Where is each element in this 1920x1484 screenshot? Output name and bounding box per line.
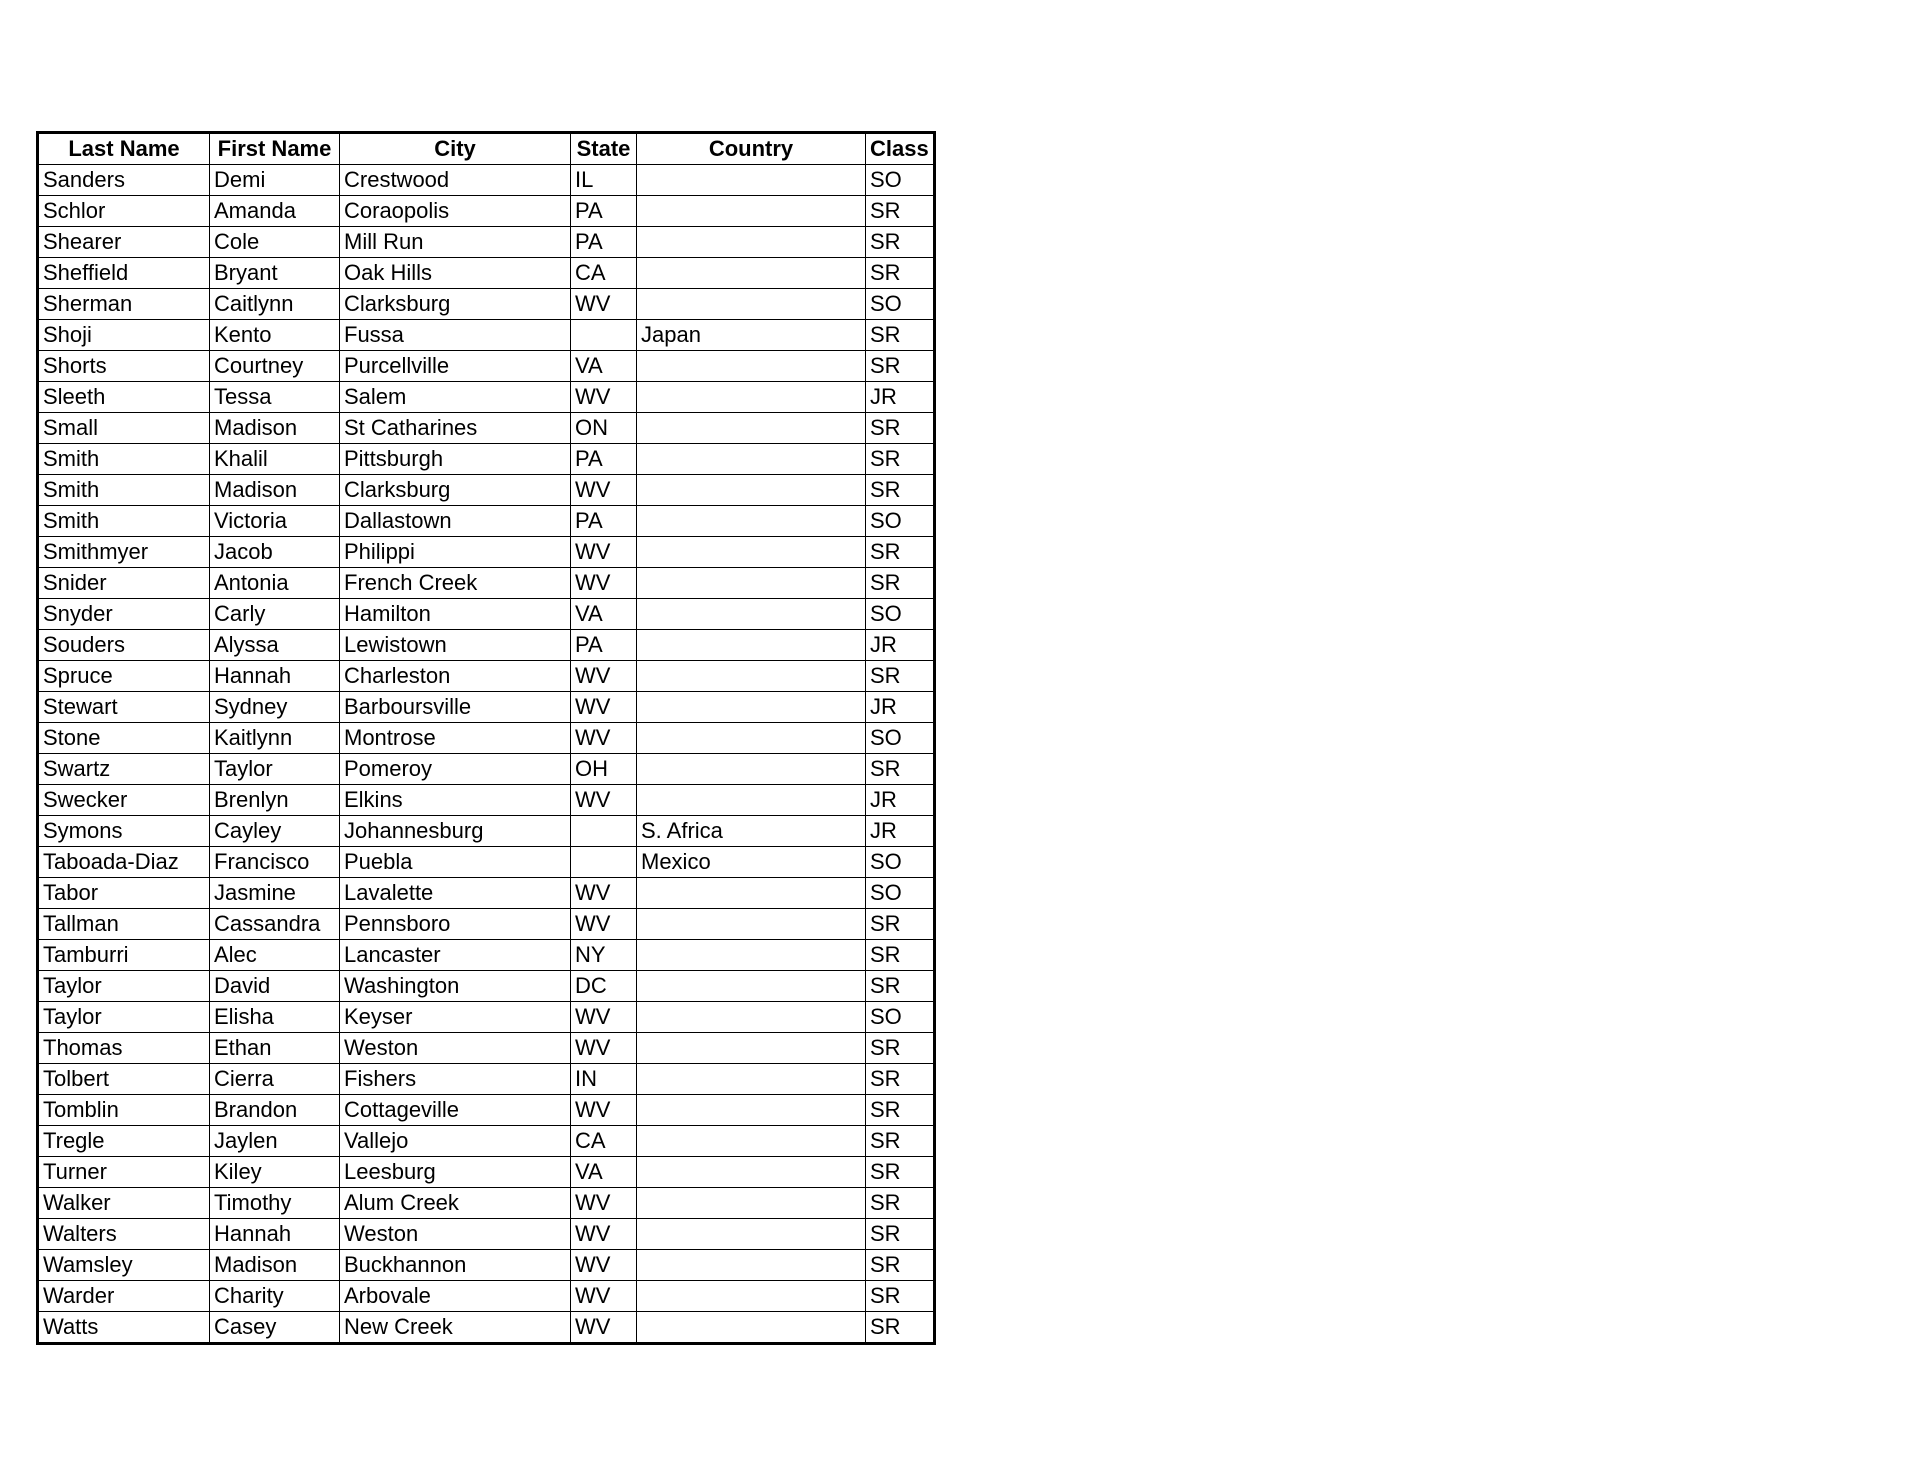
state-cell: PA [571,196,637,227]
country-cell [637,971,866,1002]
first-name-cell: Jacob [210,537,340,568]
country-cell [637,258,866,289]
table-row [38,661,935,692]
city-cell: Pennsboro [340,909,571,940]
first-name-cell: Taylor [210,754,340,785]
last-name-cell: Shorts [38,351,210,382]
table-row [38,568,935,599]
city-cell: Buckhannon [340,1250,571,1281]
last-name-cell: Shoji [38,320,210,351]
city-cell: Philippi [340,537,571,568]
city-cell: Vallejo [340,1126,571,1157]
country-cell [637,1033,866,1064]
city-cell: Alum Creek [340,1188,571,1219]
first-name-cell: Madison [210,475,340,506]
country-cell [637,1002,866,1033]
state-cell: PA [571,506,637,537]
first-name-cell: Cole [210,227,340,258]
city-cell: Hamilton [340,599,571,630]
class-cell: SR [866,475,935,506]
country-cell [637,692,866,723]
last-name-cell: Walters [38,1219,210,1250]
first-name-cell: Cassandra [210,909,340,940]
state-cell: WV [571,382,637,413]
class-cell: JR [866,382,935,413]
table-row [38,537,935,568]
first-name-cell: Brenlyn [210,785,340,816]
country-cell [637,351,866,382]
city-cell: Clarksburg [340,289,571,320]
city-cell: Dallastown [340,506,571,537]
state-cell: ON [571,413,637,444]
table-row [38,909,935,940]
state-cell: PA [571,630,637,661]
state-cell: WV [571,568,637,599]
city-cell: Lancaster [340,940,571,971]
city-cell: Charleston [340,661,571,692]
first-name-cell: Timothy [210,1188,340,1219]
last-name-cell: Tabor [38,878,210,909]
last-name-cell: Souders [38,630,210,661]
state-cell: WV [571,1095,637,1126]
country-cell [637,413,866,444]
table-row [38,382,935,413]
last-name-cell: Symons [38,816,210,847]
last-name-cell: Spruce [38,661,210,692]
state-cell: WV [571,537,637,568]
first-name-cell: Jasmine [210,878,340,909]
last-name-cell: Tregle [38,1126,210,1157]
last-name-cell: Smith [38,506,210,537]
last-name-cell: Smith [38,444,210,475]
state-cell: DC [571,971,637,1002]
last-name-cell: Snider [38,568,210,599]
country-cell [637,1095,866,1126]
first-name-cell: Tessa [210,382,340,413]
first-name-cell: Ethan [210,1033,340,1064]
country-cell [637,1250,866,1281]
class-cell: SR [866,1095,935,1126]
last-name-cell: Stewart [38,692,210,723]
first-name-cell: Alec [210,940,340,971]
last-name-cell: Smith [38,475,210,506]
city-cell: New Creek [340,1312,571,1344]
city-cell: Puebla [340,847,571,878]
class-cell: SO [866,165,935,196]
table-header [38,133,935,165]
last-name-cell: Wamsley [38,1250,210,1281]
country-cell [637,1126,866,1157]
class-cell: SR [866,413,935,444]
first-name-cell: Cayley [210,816,340,847]
last-name-cell: Taboada-Diaz [38,847,210,878]
state-cell: WV [571,1281,637,1312]
table-row [38,289,935,320]
state-cell: VA [571,599,637,630]
last-name-cell: Thomas [38,1033,210,1064]
class-cell: SR [866,320,935,351]
student-roster-table [36,131,936,1345]
first-name-cell: Bryant [210,258,340,289]
table-row [38,1157,935,1188]
country-cell [637,1064,866,1095]
state-cell: CA [571,1126,637,1157]
last-name-cell: Sherman [38,289,210,320]
table-row [38,413,935,444]
class-cell: SR [866,1250,935,1281]
city-cell: Pomeroy [340,754,571,785]
city-cell: Clarksburg [340,475,571,506]
class-cell: SR [866,537,935,568]
class-cell: SR [866,444,935,475]
state-cell: WV [571,1188,637,1219]
country-cell: S. Africa [637,816,866,847]
class-cell: SO [866,289,935,320]
city-cell: Pittsburgh [340,444,571,475]
class-cell: SR [866,1188,935,1219]
country-cell [637,599,866,630]
state-cell [571,847,637,878]
state-cell: WV [571,785,637,816]
state-cell: WV [571,1002,637,1033]
table-row [38,723,935,754]
city-cell: Fishers [340,1064,571,1095]
header-last-name: Last Name [38,133,210,165]
country-cell [637,196,866,227]
class-cell: SR [866,909,935,940]
class-cell: JR [866,816,935,847]
class-cell: SR [866,1064,935,1095]
table-row [38,878,935,909]
last-name-cell: Schlor [38,196,210,227]
state-cell: WV [571,1219,637,1250]
first-name-cell: Hannah [210,1219,340,1250]
last-name-cell: Sheffield [38,258,210,289]
class-cell: SO [866,723,935,754]
state-cell: WV [571,475,637,506]
table-row [38,754,935,785]
table-row [38,320,935,351]
table-row [38,1002,935,1033]
first-name-cell: Brandon [210,1095,340,1126]
city-cell: Elkins [340,785,571,816]
class-cell: SR [866,1312,935,1344]
state-cell: WV [571,723,637,754]
class-cell: JR [866,630,935,661]
class-cell: SR [866,351,935,382]
city-cell: Coraopolis [340,196,571,227]
first-name-cell: Charity [210,1281,340,1312]
class-cell: SO [866,878,935,909]
state-cell: WV [571,661,637,692]
table-row [38,785,935,816]
state-cell: WV [571,1033,637,1064]
state-cell: WV [571,1250,637,1281]
city-cell: St Catharines [340,413,571,444]
table-row [38,444,935,475]
state-cell: VA [571,1157,637,1188]
table-row [38,196,935,227]
state-cell: VA [571,351,637,382]
country-cell [637,537,866,568]
class-cell: SR [866,568,935,599]
header-state: State [571,133,637,165]
last-name-cell: Tomblin [38,1095,210,1126]
first-name-cell: Francisco [210,847,340,878]
city-cell: Mill Run [340,227,571,258]
header-first-name: First Name [210,133,340,165]
first-name-cell: Jaylen [210,1126,340,1157]
country-cell [637,1312,866,1344]
table-row [38,847,935,878]
table-row [38,1126,935,1157]
country-cell [637,1219,866,1250]
city-cell: Cottageville [340,1095,571,1126]
city-cell: Barboursville [340,692,571,723]
first-name-cell: Alyssa [210,630,340,661]
state-cell: WV [571,878,637,909]
first-name-cell: Elisha [210,1002,340,1033]
first-name-cell: Demi [210,165,340,196]
last-name-cell: Sanders [38,165,210,196]
country-cell [637,630,866,661]
first-name-cell: Amanda [210,196,340,227]
city-cell: Lewistown [340,630,571,661]
country-cell [637,878,866,909]
table-body [38,165,935,1344]
first-name-cell: Courtney [210,351,340,382]
country-cell [637,227,866,258]
state-cell [571,816,637,847]
state-cell: PA [571,227,637,258]
header-class: Class [866,133,935,165]
last-name-cell: Walker [38,1188,210,1219]
first-name-cell: Cierra [210,1064,340,1095]
first-name-cell: Antonia [210,568,340,599]
last-name-cell: Snyder [38,599,210,630]
first-name-cell: Caitlynn [210,289,340,320]
first-name-cell: David [210,971,340,1002]
table-row [38,1064,935,1095]
first-name-cell: Kento [210,320,340,351]
class-cell: SO [866,599,935,630]
country-cell [637,1157,866,1188]
country-cell: Mexico [637,847,866,878]
country-cell [637,661,866,692]
state-cell [571,320,637,351]
first-name-cell: Sydney [210,692,340,723]
class-cell: SR [866,1157,935,1188]
state-cell: OH [571,754,637,785]
class-cell: SR [866,196,935,227]
state-cell: IL [571,165,637,196]
first-name-cell: Madison [210,1250,340,1281]
city-cell: Crestwood [340,165,571,196]
city-cell: Fussa [340,320,571,351]
country-cell [637,1188,866,1219]
table-row [38,1033,935,1064]
first-name-cell: Hannah [210,661,340,692]
first-name-cell: Madison [210,413,340,444]
country-cell [637,754,866,785]
city-cell: Keyser [340,1002,571,1033]
city-cell: Arbovale [340,1281,571,1312]
last-name-cell: Swecker [38,785,210,816]
city-cell: Johannesburg [340,816,571,847]
city-cell: Salem [340,382,571,413]
state-cell: WV [571,909,637,940]
country-cell [637,506,866,537]
state-cell: NY [571,940,637,971]
class-cell: SR [866,754,935,785]
city-cell: Washington [340,971,571,1002]
last-name-cell: Small [38,413,210,444]
last-name-cell: Sleeth [38,382,210,413]
class-cell: SR [866,258,935,289]
first-name-cell: Kiley [210,1157,340,1188]
class-cell: SR [866,1126,935,1157]
table-row [38,971,935,1002]
city-cell: Weston [340,1033,571,1064]
table-row [38,692,935,723]
state-cell: CA [571,258,637,289]
table-row [38,630,935,661]
city-cell: Weston [340,1219,571,1250]
class-cell: SR [866,940,935,971]
country-cell [637,785,866,816]
table-row [38,816,935,847]
country-cell [637,940,866,971]
country-cell [637,475,866,506]
table-row [38,1219,935,1250]
table-row [38,940,935,971]
country-cell [637,165,866,196]
class-cell: SR [866,661,935,692]
country-cell [637,289,866,320]
last-name-cell: Shearer [38,227,210,258]
country-cell [637,568,866,599]
last-name-cell: Watts [38,1312,210,1344]
last-name-cell: Warder [38,1281,210,1312]
table-row [38,1250,935,1281]
class-cell: SR [866,1219,935,1250]
table-row [38,165,935,196]
state-cell: WV [571,692,637,723]
country-cell [637,723,866,754]
state-cell: IN [571,1064,637,1095]
country-cell [637,382,866,413]
city-cell: Lavalette [340,878,571,909]
class-cell: JR [866,692,935,723]
last-name-cell: Tolbert [38,1064,210,1095]
city-cell: Oak Hills [340,258,571,289]
table-row [38,599,935,630]
last-name-cell: Tamburri [38,940,210,971]
state-cell: WV [571,289,637,320]
country-cell: Japan [637,320,866,351]
first-name-cell: Carly [210,599,340,630]
country-cell [637,909,866,940]
table-row [38,1188,935,1219]
class-cell: SR [866,971,935,1002]
country-cell [637,1281,866,1312]
state-cell: WV [571,1312,637,1344]
table-row [38,506,935,537]
last-name-cell: Taylor [38,971,210,1002]
last-name-cell: Turner [38,1157,210,1188]
table-row [38,351,935,382]
class-cell: SO [866,1002,935,1033]
first-name-cell: Victoria [210,506,340,537]
city-cell: Purcellville [340,351,571,382]
header-row [38,133,935,165]
header-country: Country [637,133,866,165]
table-row [38,227,935,258]
country-cell [637,444,866,475]
last-name-cell: Swartz [38,754,210,785]
first-name-cell: Casey [210,1312,340,1344]
state-cell: PA [571,444,637,475]
last-name-cell: Taylor [38,1002,210,1033]
class-cell: SR [866,227,935,258]
table-row [38,1312,935,1344]
class-cell: SO [866,847,935,878]
table-row [38,475,935,506]
last-name-cell: Tallman [38,909,210,940]
last-name-cell: Stone [38,723,210,754]
class-cell: SR [866,1033,935,1064]
class-cell: SO [866,506,935,537]
city-cell: French Creek [340,568,571,599]
table-row [38,1281,935,1312]
city-cell: Montrose [340,723,571,754]
class-cell: JR [866,785,935,816]
table-row [38,258,935,289]
table-row [38,1095,935,1126]
header-city: City [340,133,571,165]
city-cell: Leesburg [340,1157,571,1188]
last-name-cell: Smithmyer [38,537,210,568]
class-cell: SR [866,1281,935,1312]
first-name-cell: Kaitlynn [210,723,340,754]
first-name-cell: Khalil [210,444,340,475]
